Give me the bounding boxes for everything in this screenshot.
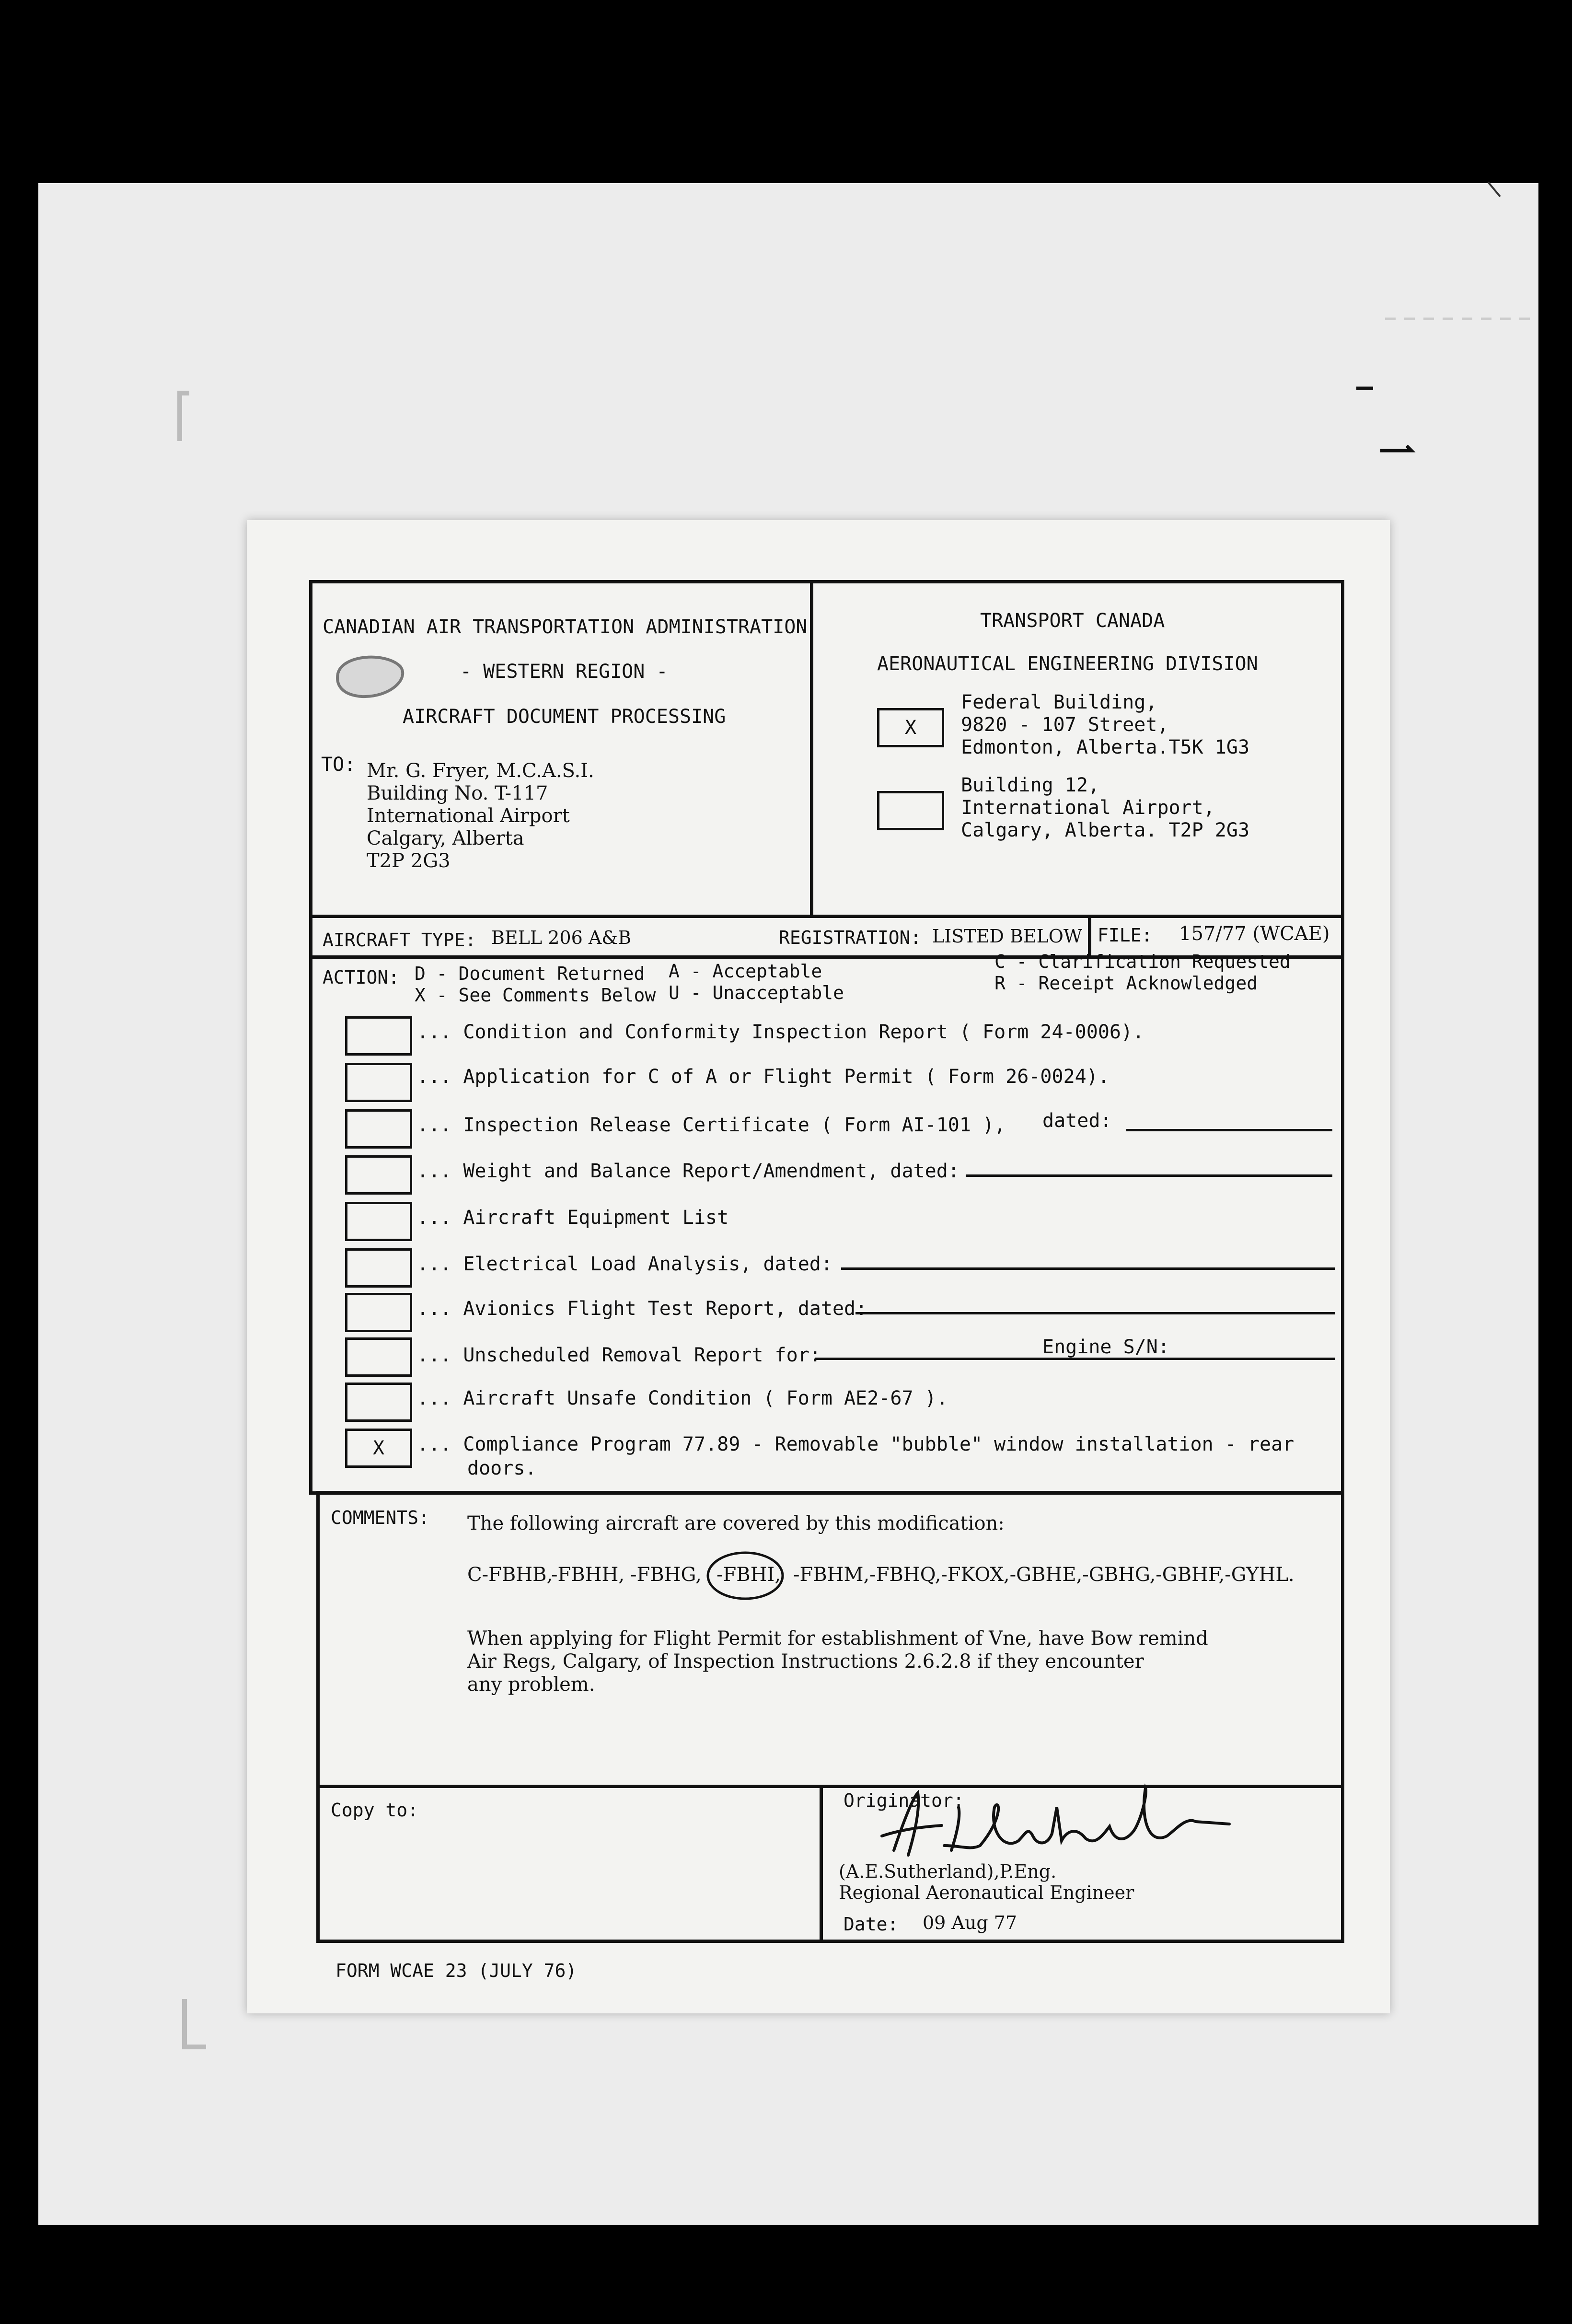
code-x: X - See Comments Below xyxy=(415,985,656,1006)
item-text: ... Electrical Load Analysis, dated: xyxy=(417,1253,832,1275)
reg-1: C-FBHB, xyxy=(467,1564,553,1586)
item-text: ... Aircraft Equipment List xyxy=(417,1207,729,1229)
item-text: ... Inspection Release Certificate ( Form AI-101 ), xyxy=(417,1114,1006,1136)
signer-title: Regional Aeronautical Engineer xyxy=(839,1882,1134,1903)
header-divider xyxy=(810,580,813,918)
date-label: Date: xyxy=(844,1914,899,1935)
registration-label: REGISTRATION: xyxy=(779,927,922,948)
office-edmonton-checkbox[interactable]: X xyxy=(877,708,944,747)
to-line-5: T2P 2G3 xyxy=(367,850,451,872)
date-value: 09 Aug 77 xyxy=(923,1912,1017,1933)
aircraft-type-label: AIRCRAFT TYPE: xyxy=(323,930,476,951)
item-text: ... Unscheduled Removal Report for: xyxy=(417,1344,821,1366)
item-text: ... Condition and Conformity Inspection Report ( Form 24-0006). xyxy=(417,1021,1144,1043)
coffee-stain-mark xyxy=(328,645,415,702)
file-value: 157/77 (WCAE) xyxy=(1179,923,1330,945)
item-text: ... Avionics Flight Test Report, dated: xyxy=(417,1298,867,1320)
comments-para-2: Air Regs, Calgary, of Inspection Instructions 2.6.2.8 if they encounter xyxy=(467,1650,1144,1673)
office-edmonton-line-1: Federal Building, xyxy=(961,691,1157,713)
to-line-3: International Airport xyxy=(367,805,570,827)
reg-3: -FBHG, xyxy=(630,1564,702,1586)
registration-value: LISTED BELOW xyxy=(932,926,1083,947)
circle-annotation xyxy=(705,1549,786,1602)
item-text: ... Aircraft Unsafe Condition ( Form AE2-67 ). xyxy=(417,1387,948,1409)
file-label: FILE: xyxy=(1098,925,1153,946)
reg-rest: -FBHM,-FBHQ,-FKOX,-GBHE,-GBHG,-GBHF,-GYHL. xyxy=(793,1564,1295,1586)
removal-line[interactable] xyxy=(815,1358,1335,1360)
item-checkbox[interactable] xyxy=(345,1155,412,1195)
to-line-1: Mr. G. Fryer, M.C.A.S.I. xyxy=(367,760,594,782)
aircraft-type-value: BELL 206 A&B xyxy=(491,927,632,948)
office-calgary-line-1: Building 12, xyxy=(961,774,1099,796)
code-r: R - Receipt Acknowledged xyxy=(994,973,1258,994)
office-edmonton-line-2: 9820 - 107 Street, xyxy=(961,714,1169,736)
code-a: A - Acceptable xyxy=(669,961,822,982)
reg-2: -FBHH, xyxy=(551,1564,625,1586)
org-name: CANADIAN AIR TRANSPORTATION ADMINISTRATION xyxy=(323,616,808,638)
org-department: AIRCRAFT DOCUMENT PROCESSING xyxy=(403,706,726,728)
item-text: ... Weight and Balance Report/Amendment, dated: xyxy=(417,1160,959,1182)
to-line-2: Building No. T-117 xyxy=(367,782,548,804)
comments-para-3: any problem. xyxy=(467,1673,595,1696)
code-u: U - Unacceptable xyxy=(669,982,844,1003)
item-checkbox[interactable] xyxy=(345,1016,412,1056)
dated-line[interactable] xyxy=(855,1312,1335,1314)
item-checkbox[interactable]: X xyxy=(345,1429,412,1468)
action-label: ACTION: xyxy=(323,967,400,988)
item-checkbox[interactable] xyxy=(345,1337,412,1377)
dated-line[interactable] xyxy=(841,1267,1335,1270)
signature xyxy=(860,1778,1234,1874)
dated-line[interactable] xyxy=(1126,1129,1332,1131)
to-line-4: Calgary, Alberta xyxy=(367,827,524,849)
item-checkbox[interactable] xyxy=(345,1202,412,1241)
office-edmonton-line-3: Edmonton, Alberta.T5K 1G3 xyxy=(961,736,1250,758)
item-checkbox[interactable] xyxy=(345,1293,412,1332)
item-checkbox[interactable] xyxy=(345,1383,412,1422)
code-c: C - Clarification Requested xyxy=(994,951,1291,972)
item-text: ... Compliance Program 77.89 - Removable "bubble" window installation - rear xyxy=(417,1433,1295,1455)
transport-canada-title: TRANSPORT CANADA xyxy=(980,610,1165,632)
code-d: D - Document Returned xyxy=(415,963,645,984)
originator-label: Originator: xyxy=(844,1790,964,1811)
signer-name: (A.E.Sutherland),P.Eng. xyxy=(839,1861,1057,1882)
item-field-label: dated: xyxy=(1042,1110,1112,1132)
office-calgary-checkbox[interactable] xyxy=(877,791,944,830)
form-id: FORM WCAE 23 (JULY 76) xyxy=(335,1961,577,1980)
item-text-continued: doors. xyxy=(467,1457,537,1479)
footer-divider xyxy=(820,1785,823,1943)
comments-line-1: The following aircraft are covered by this modification: xyxy=(467,1512,1005,1534)
to-label: TO: xyxy=(321,754,356,776)
reg-4-circled: -FBHI, xyxy=(717,1564,781,1586)
org-region: - WESTERN REGION - xyxy=(460,661,668,683)
office-calgary-line-2: International Airport, xyxy=(961,797,1215,819)
dated-line[interactable] xyxy=(966,1174,1332,1177)
item-checkbox[interactable] xyxy=(345,1248,412,1288)
item-field-label: Engine S/N: xyxy=(1042,1336,1169,1358)
copy-to-label: Copy to: xyxy=(331,1800,419,1821)
comments-para-1: When applying for Flight Permit for establishment of Vne, have Bow remind xyxy=(467,1627,1208,1650)
division-title: AERONAUTICAL ENGINEERING DIVISION xyxy=(877,653,1258,675)
aircraft-document-processing-form xyxy=(309,580,1344,1980)
comments-label: COMMENTS: xyxy=(331,1507,429,1528)
item-text: ... Application for C of A or Flight Permit ( Form 26-0024). xyxy=(417,1066,1110,1088)
item-checkbox[interactable] xyxy=(345,1063,412,1102)
item-checkbox[interactable] xyxy=(345,1109,412,1149)
office-calgary-line-3: Calgary, Alberta. T2P 2G3 xyxy=(961,819,1250,841)
